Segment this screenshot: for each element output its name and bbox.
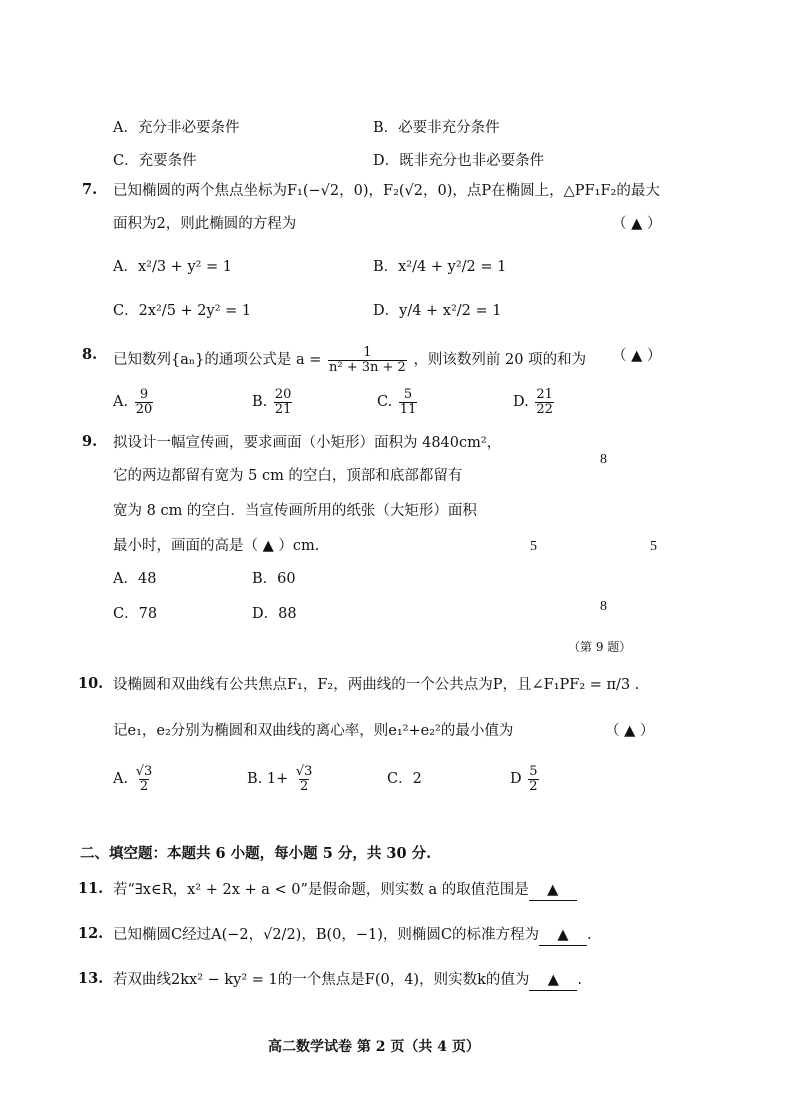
q7-option-a: A．x²/3 + y² = 1 (113, 259, 233, 275)
q8-formula-den: n² + 3n + 2 (329, 360, 406, 375)
q9-number: 9. (82, 433, 98, 450)
q8-formula-num: 1 (363, 345, 372, 360)
q12-text: 已知椭圆C经过A(−2，√2/2)，B(0，−1)，则椭圆C的标准方程为 (113, 927, 539, 943)
q10-number: 10. (78, 675, 104, 692)
q8-option-a (113, 388, 155, 416)
q9-option-a: A．48 (113, 571, 157, 587)
q8-option-a-label: A. (113, 394, 129, 410)
q9-fig-label-top: 8 (600, 452, 607, 467)
q10-option-a-label: A. (113, 771, 129, 787)
q10-a-num: √3 (135, 764, 153, 779)
q10-a-den: 2 (139, 779, 149, 794)
q13-end: . (577, 972, 582, 988)
q8-option-b (252, 388, 294, 416)
q10-stem-line2: 记e₁，e₂分别为椭圆和双曲线的离心率，则e₁²+e₂²的最小值为 (113, 723, 514, 739)
q8-stem (113, 346, 586, 374)
section-2-heading: 二、填空题：本题共 6 小题，每小题 5 分，共 30 分. (80, 845, 432, 862)
q7-number: 7. (82, 181, 98, 198)
q7-option-b: B．x²/4 + y²/2 = 1 (373, 259, 507, 275)
q6-option-d: D．既非充分也非必要条件 (373, 153, 545, 169)
q8-option-b-label: B. (252, 394, 268, 410)
q8-option-c-label: C. (377, 394, 393, 410)
q9-option-c: C．78 (113, 606, 158, 622)
q8-b-num: 20 (274, 387, 292, 402)
q10-answer-mark: （ ▲ ） (605, 723, 655, 739)
q9-fig-label-right: 5 (650, 539, 657, 554)
q9-stem-line4: 最小时，画面的高是（ ▲ ）cm. (113, 538, 320, 554)
q8-stem-a: 已知数列{aₙ}的通项公式是 a = (113, 352, 322, 368)
q9-stem-line3: 宽为 8 cm 的空白．当宣传画所用的纸张（大矩形）面积 (113, 503, 477, 519)
q7-stem-line2: 面积为2，则此椭圆的方程为 (113, 216, 297, 232)
q11-stem (113, 880, 577, 901)
q9-option-d: D．88 (252, 606, 297, 622)
q8-option-c (377, 388, 419, 416)
q13-text: 若双曲线2kx² − ky² = 1的一个焦点是F(0，4)，则实数k的值为 (113, 972, 530, 988)
q7-answer-mark: （ ▲ ） (612, 216, 662, 232)
q8-c-num: 5 (403, 387, 413, 402)
q9-fig-label-bottom: 8 (600, 599, 607, 614)
q10-b-num: √3 (295, 764, 313, 779)
q9-figure-caption: （第 9 题） (568, 640, 632, 654)
q12-answer-blank: ▲ (539, 925, 587, 946)
q10-b-den: 2 (300, 779, 309, 794)
q8-option-d (513, 388, 556, 416)
q12-end: . (587, 927, 592, 943)
q10-d-num: 5 (529, 764, 538, 779)
q10-option-d-label: D (510, 771, 522, 787)
q7-stem-line1: 已知椭圆的两个焦点坐标为F₁(−√2，0)，F₂(√2，0)，点P在椭圆上，△PF₁F₂的最大 (113, 183, 660, 199)
q8-formula (328, 346, 407, 374)
q13-stem (113, 970, 582, 991)
q10-stem-line1: 设椭圆和双曲线有公共焦点F₁，F₂，两曲线的一个公共点为P，且∠F₁PF₂ = π/3 . (113, 677, 640, 693)
q11-text: 若“∃x∈R，x² + 2x + a < 0”是假命题，则实数 a 的取值范围是 (113, 882, 529, 898)
q8-d-den: 22 (536, 402, 553, 417)
q8-c-den: 11 (399, 402, 417, 417)
q10-option-d (510, 765, 541, 793)
q7-option-d: D．y/4 + x²/2 = 1 (373, 303, 502, 319)
q8-option-d-label: D. (513, 394, 529, 410)
q8-stem-b: ，则该数列前 20 项的和为 (413, 352, 587, 368)
q7-option-c: C．2x²/5 + 2y² = 1 (113, 303, 252, 319)
q6-option-c: C．充要条件 (113, 153, 197, 169)
q8-b-den: 21 (274, 402, 292, 417)
q6-option-b: B．必要非充分条件 (373, 120, 500, 136)
q6-option-a: A．充分非必要条件 (113, 120, 240, 136)
q10-option-b (247, 765, 315, 793)
q9-fig-label-left: 5 (530, 539, 537, 554)
q10-d-den: 2 (529, 779, 538, 794)
q12-stem (113, 925, 592, 946)
q10-option-a (113, 765, 155, 793)
q11-number: 11. (78, 880, 104, 897)
q11-answer-blank: ▲ (529, 880, 577, 901)
q9-option-b: B．60 (252, 571, 296, 587)
q13-answer-blank: ▲ (529, 970, 577, 991)
q10-option-b-label: B. 1+ (247, 771, 289, 787)
q12-number: 12. (78, 925, 104, 942)
page-footer: 高二数学试卷 第 2 页（共 4 页） (268, 1039, 480, 1055)
q13-number: 13. (78, 970, 104, 987)
q9-stem-line1: 拟设计一幅宣传画，要求画面（小矩形）面积为 4840cm²， (113, 435, 502, 451)
q8-number: 8. (82, 346, 98, 363)
q10-option-c: C．2 (387, 771, 422, 787)
q8-d-num: 21 (536, 387, 553, 402)
q8-a-den: 20 (135, 402, 153, 417)
q8-a-num: 9 (139, 387, 149, 402)
q9-stem-line2: 它的两边都留有宽为 5 cm 的空白，顶部和底部都留有 (113, 468, 463, 484)
q8-answer-mark: （ ▲ ） (612, 348, 662, 364)
